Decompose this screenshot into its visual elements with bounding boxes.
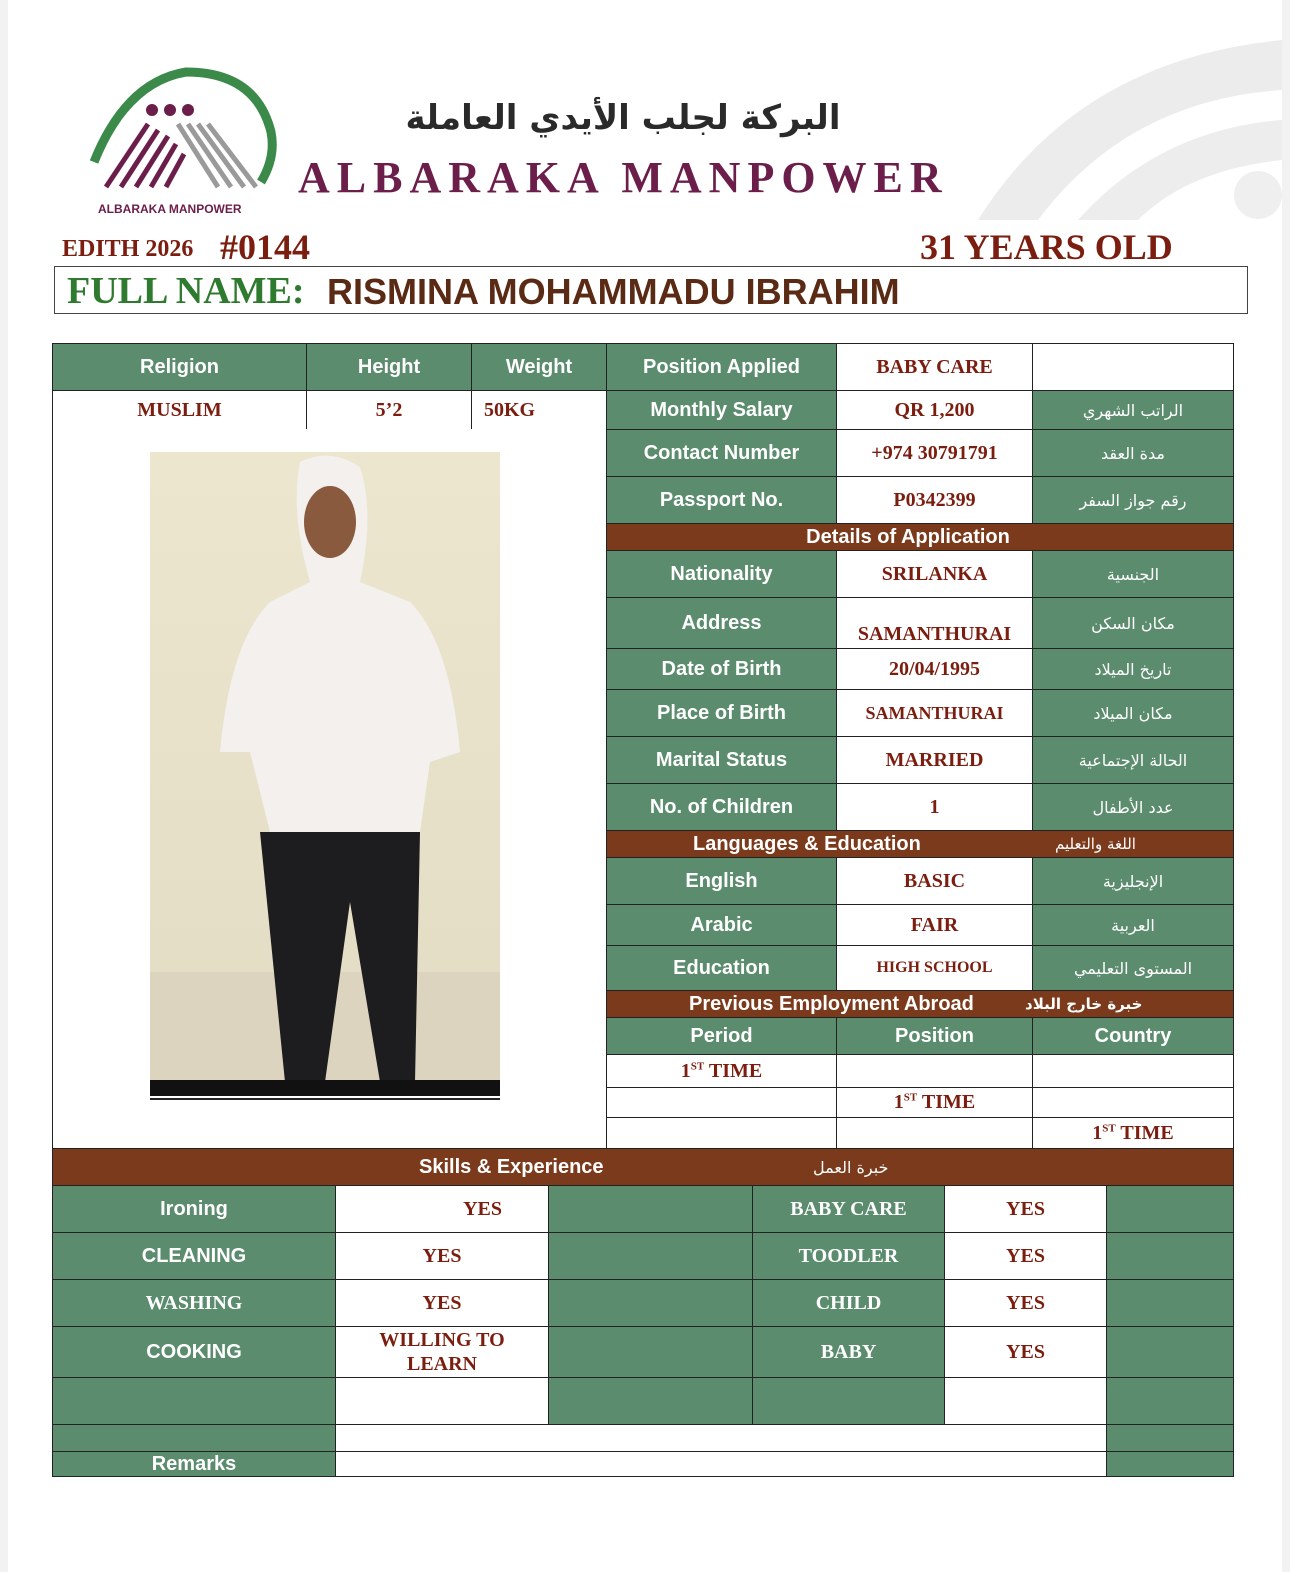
contact-value: +974 30791791 xyxy=(836,429,1033,477)
skill-empty-label xyxy=(52,1377,336,1425)
remarks-extra xyxy=(1106,1451,1234,1477)
care-child-label: CHILD xyxy=(752,1279,945,1327)
spacer-label xyxy=(52,1424,336,1452)
care-toddler-value: YES xyxy=(944,1232,1107,1280)
section-skills: Skills & Experience خبرة العمل xyxy=(52,1148,1234,1186)
skill-cleaning-value: YES xyxy=(335,1232,549,1280)
country-cell-3: 1ST TIME xyxy=(1032,1117,1234,1149)
period-cell-2 xyxy=(606,1087,837,1118)
skill-washing-label: WASHING xyxy=(52,1279,336,1327)
care-toddler-label: TOODLER xyxy=(752,1232,945,1280)
english-label: English xyxy=(606,857,837,905)
company-name-english: ALBARAKA MANPOWER xyxy=(298,153,949,202)
pob-arabic: مكان الميلاد xyxy=(1032,689,1234,737)
english-arabic: الإنجليزية xyxy=(1032,857,1234,905)
nationality-arabic: الجنسية xyxy=(1032,550,1234,598)
passport-arabic: رقم جواز السفر xyxy=(1032,476,1234,524)
position-cell-1 xyxy=(836,1054,1033,1088)
education-label: Education xyxy=(606,945,837,991)
education-value: HIGH SCHOOL xyxy=(836,945,1033,991)
care-empty-value xyxy=(944,1377,1107,1425)
children-value: 1 xyxy=(836,783,1033,831)
address-value: SAMANTHURAI xyxy=(836,597,1033,649)
remarks-label: Remarks xyxy=(52,1451,336,1477)
skill-empty-value xyxy=(335,1377,549,1425)
address-arabic: مكان السكن xyxy=(1032,597,1234,649)
contact-arabic: مدة العقد xyxy=(1032,429,1234,477)
education-arabic: المستوى التعليمي xyxy=(1032,945,1234,991)
care-child-extra xyxy=(1106,1279,1234,1327)
passport-label: Passport No. xyxy=(606,476,837,524)
photo-underline xyxy=(150,1098,500,1100)
nationality-label: Nationality xyxy=(606,550,837,598)
care-baby-value: YES xyxy=(944,1326,1107,1378)
marital-label: Marital Status xyxy=(606,736,837,784)
english-value: BASIC xyxy=(836,857,1033,905)
skill-cooking-label: COOKING xyxy=(52,1326,336,1378)
children-label: No. of Children xyxy=(606,783,837,831)
age-label: 31 YEARS OLD xyxy=(920,227,1173,267)
salary-value: QR 1,200 xyxy=(836,390,1033,430)
arabic-value: FAIR xyxy=(836,904,1033,946)
dob-value: 20/04/1995 xyxy=(836,648,1033,690)
children-arabic: عدد الأطفال xyxy=(1032,783,1234,831)
country-header: Country xyxy=(1032,1017,1234,1055)
religion-value: MUSLIM xyxy=(52,390,307,430)
marital-arabic: الحالة الإجتماعية xyxy=(1032,736,1234,784)
care-baby-extra xyxy=(1106,1326,1234,1378)
height-value: 5’2 xyxy=(306,390,472,430)
remarks-value xyxy=(335,1451,1107,1477)
full-name-value: RISMINA MOHAMMADU IBRAHIM xyxy=(327,271,900,312)
skill-cooking-value: WILLING TO LEARN xyxy=(335,1326,549,1378)
position-extra xyxy=(1032,343,1234,391)
period-cell-3 xyxy=(606,1117,837,1149)
skill-cooking-extra xyxy=(548,1326,753,1378)
position-cell-3 xyxy=(836,1117,1033,1149)
care-babycare-value: YES xyxy=(944,1185,1107,1233)
skill-cleaning-extra xyxy=(548,1232,753,1280)
watermark-logo xyxy=(958,20,1282,220)
position-label: Position Applied xyxy=(606,343,837,391)
contact-label: Contact Number xyxy=(606,429,837,477)
salary-label: Monthly Salary xyxy=(606,390,837,430)
country-cell-1 xyxy=(1032,1054,1234,1088)
skill-ironing-value: YES xyxy=(335,1185,549,1233)
logo-caption: ALBARAKA MANPOWER xyxy=(98,202,242,216)
spacer-extra xyxy=(1106,1424,1234,1452)
period-header: Period xyxy=(606,1017,837,1055)
care-empty-label xyxy=(752,1377,945,1425)
position-header: Position xyxy=(836,1017,1033,1055)
position-cell-2: 1ST TIME xyxy=(836,1087,1033,1118)
care-babycare-label: BABY CARE xyxy=(752,1185,945,1233)
company-name-arabic: البركة لجلب الأيدي العاملة xyxy=(405,98,841,138)
applicant-photo xyxy=(150,452,500,1096)
full-name-box xyxy=(54,266,1248,314)
pob-label: Place of Birth xyxy=(606,689,837,737)
passport-value: P0342399 xyxy=(836,476,1033,524)
weight-header: Weight xyxy=(471,343,607,391)
application-page xyxy=(8,0,1282,1572)
arabic-arabic: العربية xyxy=(1032,904,1234,946)
nationality-value: SRILANKA xyxy=(836,550,1033,598)
section-languages: Languages & Education اللغة والتعليم xyxy=(606,830,1234,858)
care-toddler-extra xyxy=(1106,1232,1234,1280)
marital-value: MARRIED xyxy=(836,736,1033,784)
arabic-label: Arabic xyxy=(606,904,837,946)
skill-washing-extra xyxy=(548,1279,753,1327)
care-babycare-extra xyxy=(1106,1185,1234,1233)
company-logo xyxy=(86,62,286,222)
skill-empty-extra xyxy=(548,1377,753,1425)
care-child-value: YES xyxy=(944,1279,1107,1327)
skill-cleaning-label: CLEANING xyxy=(52,1232,336,1280)
skill-ironing-extra xyxy=(548,1185,753,1233)
period-cell-1: 1ST TIME xyxy=(606,1054,837,1088)
weight-value: 50KG xyxy=(471,390,607,430)
dob-label: Date of Birth xyxy=(606,648,837,690)
section-previous-employment: Previous Employment Abroad خبرة خارج البلاد xyxy=(606,990,1234,1018)
reference-number: #0144 xyxy=(220,227,310,267)
care-empty-extra xyxy=(1106,1377,1234,1425)
full-name-label: FULL NAME: xyxy=(67,270,305,312)
care-baby-label: BABY xyxy=(752,1326,945,1378)
salary-arabic: الراتب الشهري xyxy=(1032,390,1234,430)
height-header: Height xyxy=(306,343,472,391)
religion-header: Religion xyxy=(52,343,307,391)
dob-arabic: تاريخ الميلاد xyxy=(1032,648,1234,690)
spacer-value xyxy=(335,1424,1107,1452)
skill-ironing-label: Ironing xyxy=(52,1185,336,1233)
country-cell-2 xyxy=(1032,1087,1234,1118)
edition-label: EDITH 2026 xyxy=(62,236,194,262)
pob-value: SAMANTHURAI xyxy=(836,689,1033,737)
position-value: BABY CARE xyxy=(836,343,1033,391)
skill-washing-value: YES xyxy=(335,1279,549,1327)
address-label: Address xyxy=(606,597,837,649)
section-application: Details of Application xyxy=(606,523,1234,551)
